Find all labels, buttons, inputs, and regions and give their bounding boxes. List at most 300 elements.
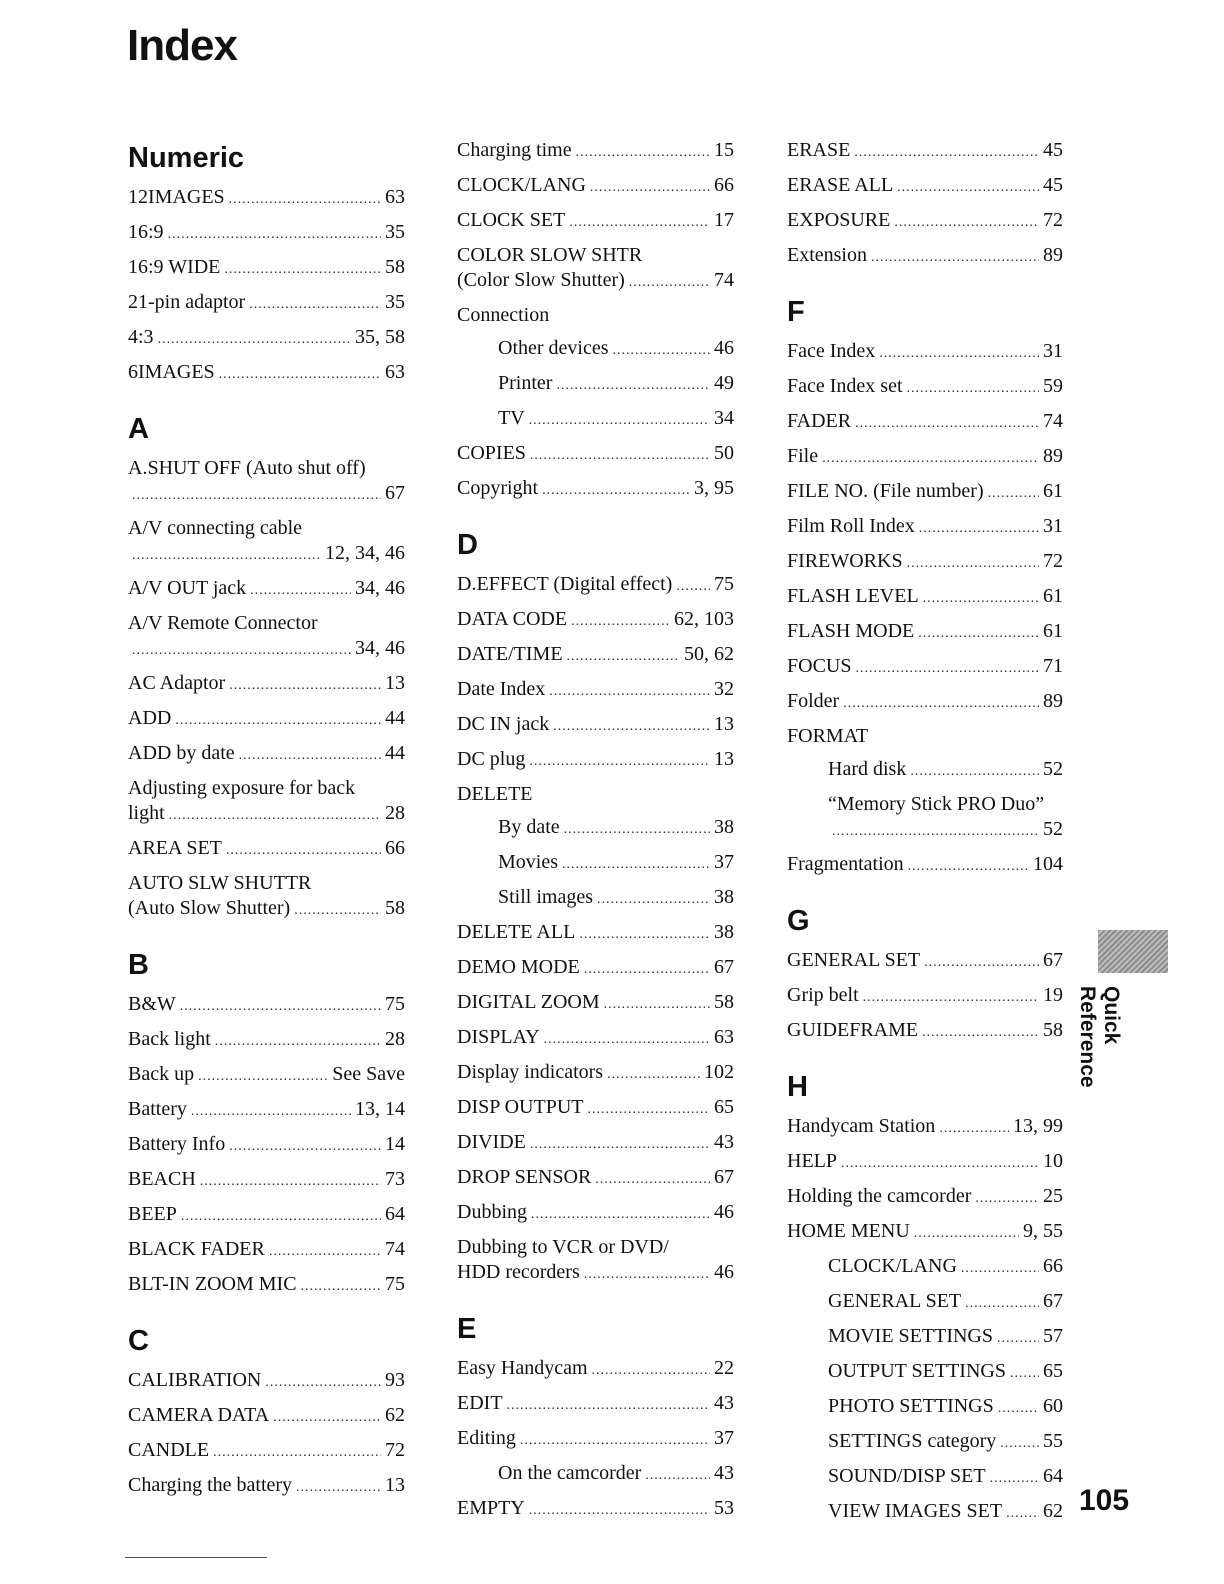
entry-pages: 35 [385, 221, 405, 243]
entry-pages: 62, 103 [674, 608, 734, 630]
entry-term: Adjusting exposure for back [128, 777, 356, 799]
index-entry [457, 1130, 734, 1157]
dot-leader [132, 483, 381, 508]
index-subentry [787, 1464, 1063, 1491]
dot-leader [529, 408, 710, 433]
entry-line [457, 712, 734, 739]
entry-term: 6IMAGES [128, 361, 215, 383]
entry-line [787, 852, 1063, 879]
entry-term: Hard disk [828, 758, 907, 780]
entry-term: By date [498, 816, 560, 838]
entry-pages: 13, 14 [355, 1098, 405, 1120]
dot-leader [676, 574, 710, 599]
entry-pages: 63 [385, 186, 405, 208]
index-entry [457, 920, 734, 947]
index-entry [787, 983, 1063, 1010]
index-subentry [787, 1359, 1063, 1386]
entry-line [128, 1237, 405, 1264]
dot-leader [584, 1262, 710, 1287]
entry-line [128, 1167, 405, 1194]
entry-pages: 43 [714, 1131, 734, 1153]
dot-leader [918, 621, 1039, 646]
entry-term: On the camcorder [498, 1462, 642, 1484]
entry-term: Fragmentation [787, 853, 904, 875]
dot-leader [576, 140, 710, 165]
index-entry [787, 948, 1063, 975]
entry-term: 16:9 WIDE [128, 256, 221, 278]
entry-term: AUTO SLW SHUTTR [128, 872, 312, 894]
dot-leader [855, 411, 1039, 436]
entry-line [787, 724, 1063, 749]
entry-term: EXPOSURE [787, 209, 891, 231]
index-subentry [457, 885, 734, 912]
dot-leader [975, 1186, 1039, 1211]
entry-term: 4:3 [128, 326, 154, 348]
index-entry [128, 360, 405, 387]
entry-pages: 37 [714, 851, 734, 873]
index-subentry [457, 371, 734, 398]
entry-term: BEEP [128, 1203, 177, 1225]
entry-term: Charging the battery [128, 1474, 293, 1496]
entry-line [128, 1473, 405, 1500]
index-entry [128, 992, 405, 1019]
entry-term: Other devices [498, 337, 609, 359]
entry-line [457, 303, 734, 328]
entry-pages: 63 [714, 1026, 734, 1048]
entry-pages: 57 [1043, 1325, 1063, 1347]
section-heading: H [787, 1071, 808, 1103]
entry-term: OUTPUT SETTINGS [828, 1360, 1006, 1382]
entry-line [457, 1165, 734, 1192]
index-entry [128, 1403, 405, 1430]
entry-pages: 58 [385, 256, 405, 278]
entry-pages: 35, 58 [355, 326, 405, 348]
entry-term: ERASE [787, 139, 851, 161]
dot-leader [181, 1204, 381, 1229]
entry-term: FOCUS [787, 655, 852, 677]
entry-pages: 46 [714, 1201, 734, 1223]
entry-line [128, 1062, 405, 1089]
index-entry [128, 456, 405, 508]
entry-term: CLOCK/LANG [828, 1255, 957, 1277]
dot-leader [169, 803, 381, 828]
entry-term: EDIT [457, 1392, 503, 1414]
dot-leader [226, 838, 381, 863]
dot-leader [507, 1393, 710, 1418]
entry-pages: 13 [385, 1474, 405, 1496]
entry-term: Handycam Station [787, 1115, 936, 1137]
entry-line [828, 757, 1063, 784]
entry-term: DISPLAY [457, 1026, 540, 1048]
entry-line [498, 850, 734, 877]
dot-leader [215, 1029, 381, 1054]
entry-pages: 67 [714, 956, 734, 978]
entry-pages: 45 [1043, 139, 1063, 161]
entry-term: Film Roll Index [787, 515, 915, 537]
dot-leader [250, 578, 351, 603]
entry-line [457, 920, 734, 947]
dot-leader [301, 1274, 381, 1299]
index-entry [787, 549, 1063, 576]
entry-line [457, 1260, 734, 1287]
entry-term: DATE/TIME [457, 643, 563, 665]
index-entry [457, 1060, 734, 1087]
index-entry [128, 1027, 405, 1054]
entry-line [457, 138, 734, 165]
entry-line [787, 208, 1063, 235]
index-entry [787, 654, 1063, 681]
index-column-3 [787, 138, 1063, 1534]
entry-line [787, 654, 1063, 681]
entry-pages: 52 [1043, 818, 1063, 840]
entry-line [128, 290, 405, 317]
entry-term: CANDLE [128, 1439, 210, 1461]
entry-line [498, 371, 734, 398]
entry-term: Extension [787, 244, 867, 266]
dot-leader [219, 362, 381, 387]
footer-rule [125, 1557, 267, 1558]
index-subentry [787, 1394, 1063, 1421]
entry-line [787, 514, 1063, 541]
entry-line [787, 1018, 1063, 1045]
entry-pages: 50, 62 [684, 643, 734, 665]
entry-term: Battery [128, 1098, 187, 1120]
page-number: 105 [1079, 1484, 1130, 1517]
entry-term: CLOCK/LANG [457, 174, 586, 196]
entry-line [787, 619, 1063, 646]
entry-term: TV [498, 407, 525, 429]
index-section [787, 138, 1063, 270]
entry-pages: 14 [385, 1133, 405, 1155]
entry-line [128, 1403, 405, 1430]
index-entry [128, 1272, 405, 1299]
entry-pages: 58 [714, 991, 734, 1013]
entry-term: (Auto Slow Shutter) [128, 897, 291, 919]
entry-term: A.SHUT OFF (Auto shut off) [128, 457, 366, 479]
entry-line [828, 817, 1063, 844]
page-title: Index [127, 21, 237, 70]
index-section [128, 1321, 405, 1500]
dot-leader [553, 714, 710, 739]
dot-leader [158, 327, 351, 352]
entry-term: A/V OUT jack [128, 577, 247, 599]
dot-leader [894, 210, 1039, 235]
index-entry [457, 955, 734, 982]
entry-pages: 19 [1043, 984, 1063, 1006]
entry-term: DATA CODE [457, 608, 568, 630]
entry-term: GENERAL SET [828, 1290, 962, 1312]
entry-term: DISP OUTPUT [457, 1096, 584, 1118]
dot-leader [542, 478, 690, 503]
entry-line [128, 541, 405, 568]
dot-leader [607, 1062, 700, 1087]
index-entry [128, 1167, 405, 1194]
index-entry [128, 611, 405, 663]
index-subentry [787, 1289, 1063, 1316]
entry-term: FILE NO. (File number) [787, 480, 984, 502]
entry-term: FLASH LEVEL [787, 585, 919, 607]
entry-line [787, 1219, 1063, 1246]
index-entry [128, 1368, 405, 1395]
entry-line [787, 409, 1063, 436]
entry-line [128, 1272, 405, 1299]
dot-leader [567, 644, 680, 669]
entry-line [128, 776, 405, 801]
dot-leader [604, 992, 710, 1017]
dot-leader [249, 292, 381, 317]
entry-term: BLT-IN ZOOM MIC [128, 1273, 297, 1295]
entry-line [128, 1202, 405, 1229]
entry-pages: 62 [1043, 1500, 1063, 1522]
entry-line [128, 801, 405, 828]
dot-leader [841, 1151, 1039, 1176]
entry-term: 21-pin adaptor [128, 291, 246, 313]
index-entry [128, 741, 405, 768]
entry-line [128, 456, 405, 481]
dot-leader [168, 222, 381, 247]
entry-term: DROP SENSOR [457, 1166, 592, 1188]
index-entry [128, 576, 405, 603]
entry-pages: 74 [385, 1238, 405, 1260]
entry-pages: 75 [385, 1273, 405, 1295]
dot-leader [273, 1405, 381, 1430]
index-entry [128, 516, 405, 568]
dot-leader [629, 270, 710, 295]
entry-pages: 31 [1043, 340, 1063, 362]
dot-leader [919, 516, 1039, 541]
entry-pages: 52 [1043, 758, 1063, 780]
dot-leader [296, 1475, 381, 1500]
index-section [128, 409, 405, 923]
entry-line [128, 1368, 405, 1395]
entry-term: Dubbing [457, 1201, 527, 1223]
entry-pages: 43 [714, 1392, 734, 1414]
dot-leader [584, 957, 710, 982]
index-entry [787, 1018, 1063, 1045]
entry-line [457, 243, 734, 268]
entry-pages: 28 [385, 802, 405, 824]
entry-line [128, 220, 405, 247]
index-entry [457, 642, 734, 669]
index-entry [787, 1219, 1063, 1246]
dot-leader [239, 743, 381, 768]
entry-pages: 89 [1043, 690, 1063, 712]
entry-line [128, 611, 405, 636]
entry-term: BEACH [128, 1168, 196, 1190]
index-entry [128, 706, 405, 733]
entry-line [128, 185, 405, 212]
dot-leader [229, 673, 381, 698]
section-heading: A [128, 413, 149, 445]
dot-leader [224, 257, 381, 282]
entry-line [128, 836, 405, 863]
entry-pages: 66 [714, 174, 734, 196]
dot-leader [588, 1097, 711, 1122]
dot-leader [939, 1116, 1009, 1141]
section-heading: F [787, 296, 805, 328]
entry-term: MOVIE SETTINGS [828, 1325, 993, 1347]
entry-term: Back up [128, 1063, 195, 1085]
index-entry [787, 374, 1063, 401]
entry-term: FADER [787, 410, 852, 432]
index-entry [457, 1391, 734, 1418]
entry-pages: 67 [385, 482, 405, 504]
entry-pages: 74 [1043, 410, 1063, 432]
index-entry [787, 852, 1063, 879]
dot-leader [914, 1221, 1019, 1246]
entry-pages: 72 [1043, 209, 1063, 231]
entry-line [787, 689, 1063, 716]
index-column-2 [457, 138, 734, 1531]
entry-term: Folder [787, 690, 840, 712]
entry-pages: 93 [385, 1369, 405, 1391]
entry-line [787, 584, 1063, 611]
entry-pages: 58 [385, 897, 405, 919]
index-entry [128, 1132, 405, 1159]
entry-pages: 71 [1043, 655, 1063, 677]
section-tab-label: Quick Reference [1076, 986, 1123, 1088]
entry-term: Holding the camcorder [787, 1185, 972, 1207]
dot-leader [897, 175, 1039, 200]
index-entry [457, 138, 734, 165]
index-section [457, 525, 734, 1287]
entry-term: D.EFFECT (Digital effect) [457, 573, 673, 595]
entry-line [457, 1060, 734, 1087]
entry-line [828, 1394, 1063, 1421]
entry-line [128, 1027, 405, 1054]
entry-line [787, 1149, 1063, 1176]
entry-line [498, 406, 734, 433]
dot-leader [595, 1167, 710, 1192]
dot-leader [990, 1466, 1039, 1491]
entry-line [128, 576, 405, 603]
index-section [787, 292, 1063, 879]
index-section [128, 945, 405, 1299]
index-subentry [787, 1499, 1063, 1526]
index-entry [128, 1202, 405, 1229]
index-entry [457, 1235, 734, 1287]
entry-term: COPIES [457, 442, 526, 464]
entry-line [787, 138, 1063, 165]
index-entry [457, 1356, 734, 1383]
entry-term: Easy Handycam [457, 1357, 588, 1379]
dot-leader [529, 1498, 710, 1523]
entry-line [457, 208, 734, 235]
entry-term: Charging time [457, 139, 572, 161]
entry-pages: See Save [332, 1063, 405, 1085]
entry-pages: 12, 34, 46 [325, 542, 405, 564]
entry-term: HDD recorders [457, 1261, 580, 1283]
entry-line [828, 1499, 1063, 1526]
entry-pages: 37 [714, 1427, 734, 1449]
dot-leader [294, 898, 381, 923]
entry-pages: 13 [385, 672, 405, 694]
dot-leader [180, 994, 381, 1019]
index-entry [128, 325, 405, 352]
entry-line [457, 173, 734, 200]
dot-leader [520, 1428, 710, 1453]
dot-leader [871, 245, 1039, 270]
dot-leader [132, 638, 351, 663]
entry-pages: 67 [714, 1166, 734, 1188]
entry-pages: 49 [714, 372, 734, 394]
entry-term: BLACK FADER [128, 1238, 265, 1260]
entry-term: B&W [128, 993, 176, 1015]
entry-term: light [128, 802, 165, 824]
entry-term: GUIDEFRAME [787, 1019, 919, 1041]
entry-line [128, 1438, 405, 1465]
entry-pages: 44 [385, 742, 405, 764]
entry-pages: 31 [1043, 515, 1063, 537]
entry-pages: 38 [714, 816, 734, 838]
entry-term: Still images [498, 886, 593, 908]
entry-line [457, 607, 734, 634]
entry-term: Copyright [457, 477, 539, 499]
index-entry [128, 1473, 405, 1500]
index-section [457, 138, 734, 503]
entry-term: Grip belt [787, 984, 859, 1006]
dot-leader [879, 341, 1039, 366]
index-entry [787, 339, 1063, 366]
entry-pages: 104 [1033, 853, 1063, 875]
entry-line [457, 441, 734, 468]
entry-line [457, 1025, 734, 1052]
index-entry [457, 1426, 734, 1453]
entry-line [457, 642, 734, 669]
entry-line [128, 255, 405, 282]
entry-line [457, 476, 734, 503]
entry-term: AC Adaptor [128, 672, 226, 694]
dot-leader [922, 1020, 1039, 1045]
dot-leader [832, 819, 1039, 844]
index-section [457, 1309, 734, 1523]
entry-line [457, 268, 734, 295]
entry-pages: 59 [1043, 375, 1063, 397]
entry-pages: 53 [714, 1497, 734, 1519]
index-entry [128, 1062, 405, 1089]
index-entry [457, 1025, 734, 1052]
entry-pages: 13 [714, 748, 734, 770]
entry-line [457, 955, 734, 982]
entry-term: Movies [498, 851, 558, 873]
entry-pages: 66 [1043, 1255, 1063, 1277]
entry-line [787, 374, 1063, 401]
dot-leader [132, 543, 321, 568]
dot-leader [198, 1064, 328, 1089]
entry-pages: 58 [1043, 1019, 1063, 1041]
index-entry [787, 479, 1063, 506]
dot-leader [531, 1202, 710, 1227]
entry-pages: 102 [704, 1061, 734, 1083]
dot-leader [592, 1358, 710, 1383]
entry-line [828, 1289, 1063, 1316]
entry-pages: 13, 99 [1013, 1115, 1063, 1137]
entry-line [498, 336, 734, 363]
entry-term: Connection [457, 304, 550, 326]
entry-pages: 64 [385, 1203, 405, 1225]
entry-line [787, 1114, 1063, 1141]
entry-pages: 73 [385, 1168, 405, 1190]
entry-pages: 28 [385, 1028, 405, 1050]
dot-leader [997, 1326, 1039, 1351]
entry-term: HELP [787, 1150, 837, 1172]
dot-leader [988, 481, 1039, 506]
entry-term: A/V connecting cable [128, 517, 303, 539]
entry-line [828, 1254, 1063, 1281]
section-heading: C [128, 1325, 149, 1357]
index-entry [128, 255, 405, 282]
index-entry [457, 782, 734, 807]
